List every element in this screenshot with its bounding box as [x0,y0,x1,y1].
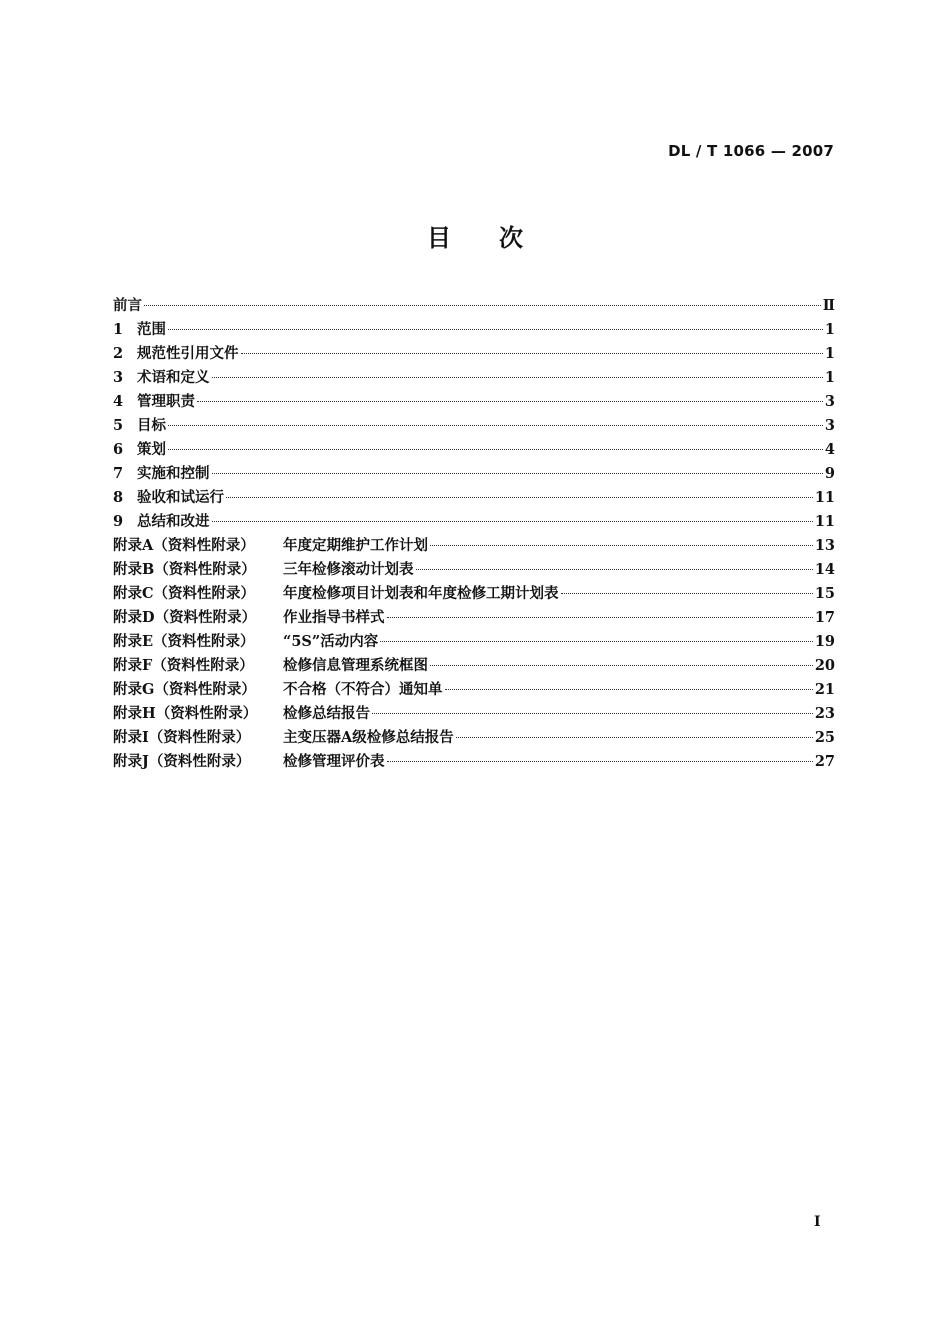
toc-label: 作业指导书样式 [283,609,385,626]
toc-appendix-label: 附录E（资料性附录） [113,633,255,650]
dot-leader [212,520,813,522]
toc-label: 策划 [137,441,166,458]
toc-label: 检修管理评价表 [283,753,385,770]
toc-entry-appendix-f[interactable] [113,654,835,678]
toc-label: 三年检修滚动计划表 [283,561,414,578]
dot-leader [241,352,823,354]
toc-label: 年度定期维护工作计划 [283,537,428,554]
toc-entry-appendix-i[interactable] [113,726,835,750]
toc-clause-number: 6 [113,441,124,458]
toc-page-number: 3 [824,417,835,434]
toc-clause-number: 9 [113,513,124,530]
toc-entry-appendix-j[interactable] [113,750,835,774]
toc-clause-number: 8 [113,489,124,506]
dot-leader [212,472,823,474]
toc-appendix-label: 附录H（资料性附录） [113,705,258,722]
toc-entry-6[interactable] [113,438,835,462]
toc-clause-number: 1 [113,321,124,338]
toc-entry-appendix-b[interactable] [113,558,835,582]
toc-appendix-label: 附录I（资料性附录） [113,729,251,746]
toc-page-number: 20 [814,657,835,674]
toc-appendix-label: 附录A（资料性附录） [113,537,255,554]
toc-label: 目标 [137,417,166,434]
toc-page-number: 1 [824,369,835,386]
toc-page-number: 17 [814,609,835,626]
toc-entry-1[interactable] [113,318,835,342]
toc-entry-appendix-e[interactable] [113,630,835,654]
toc-entry-foreword[interactable] [113,294,835,318]
standard-number: DL / T 1066 — 2007 [668,142,834,160]
toc-label: 验收和试运行 [137,489,224,506]
toc-page-number: 25 [814,729,835,746]
toc-label: 规范性引用文件 [137,345,239,362]
toc-page-number: 14 [814,561,835,578]
toc-appendix-label: 附录G（资料性附录） [113,681,256,698]
toc-label: 主变压器A级检修总结报告 [283,729,454,746]
toc-appendix-label: 附录F（资料性附录） [113,657,254,674]
dot-leader [430,664,813,666]
dot-leader [168,448,823,450]
dot-leader [387,760,813,762]
toc-label: 总结和改进 [137,513,210,530]
toc-clause-number: 4 [113,393,124,410]
toc-page-number: 15 [814,585,835,602]
toc-page-number: 19 [814,633,835,650]
toc-entry-appendix-h[interactable] [113,702,835,726]
dot-leader [226,496,813,498]
dot-leader [144,304,821,306]
toc-appendix-label: 附录J（资料性附录） [113,753,251,770]
table-of-contents [113,294,835,774]
toc-page-number: 21 [814,681,835,698]
toc-label: “5S”活动内容 [283,633,379,650]
toc-label: 检修信息管理系统框图 [283,657,428,674]
toc-label: 年度检修项目计划表和年度检修工期计划表 [283,585,559,602]
toc-entry-4[interactable] [113,390,835,414]
page-title: 目次 [427,224,571,252]
toc-entry-appendix-c[interactable] [113,582,835,606]
toc-clause-number: 7 [113,465,124,482]
toc-label: 实施和控制 [137,465,210,482]
toc-label: 术语和定义 [137,369,210,386]
toc-clause-number: 3 [113,369,124,386]
dot-leader [416,568,813,570]
toc-page-number: 23 [814,705,835,722]
toc-appendix-label: 附录C（资料性附录） [113,585,256,602]
toc-label: 不合格（不符合）通知单 [283,681,443,698]
toc-label: 检修总结报告 [283,705,370,722]
toc-clause-number: 2 [113,345,124,362]
toc-entry-7[interactable] [113,462,835,486]
toc-page-number: Ⅱ [822,297,835,314]
toc-entry-9[interactable] [113,510,835,534]
page-folio: I [814,1214,821,1230]
dot-leader [387,616,813,618]
dot-leader [380,640,813,642]
dot-leader [430,544,813,546]
dot-leader [197,400,823,402]
dot-leader [561,592,813,594]
toc-page-number: 27 [814,753,835,770]
dot-leader [168,424,823,426]
toc-page-number: 1 [824,321,835,338]
toc-entry-appendix-d[interactable] [113,606,835,630]
toc-label: 范围 [137,321,166,338]
toc-label: 管理职责 [137,393,195,410]
toc-entry-appendix-g[interactable] [113,678,835,702]
dot-leader [212,376,823,378]
toc-entry-3[interactable] [113,366,835,390]
toc-page-number: 1 [824,345,835,362]
toc-page-number: 3 [824,393,835,410]
toc-page-number: 4 [824,441,835,458]
dot-leader [168,328,823,330]
toc-page-number: 13 [814,537,835,554]
toc-label: 前言 [113,297,142,314]
dot-leader [445,688,813,690]
dot-leader [372,712,813,714]
toc-entry-5[interactable] [113,414,835,438]
toc-entry-appendix-a[interactable] [113,534,835,558]
toc-appendix-label: 附录B（资料性附录） [113,561,256,578]
toc-clause-number: 5 [113,417,124,434]
toc-page-number: 9 [824,465,835,482]
toc-entry-2[interactable] [113,342,835,366]
toc-appendix-label: 附录D（资料性附录） [113,609,257,626]
toc-entry-8[interactable] [113,486,835,510]
toc-page-number: 11 [814,513,835,530]
toc-page-number: 11 [814,489,835,506]
dot-leader [456,736,813,738]
